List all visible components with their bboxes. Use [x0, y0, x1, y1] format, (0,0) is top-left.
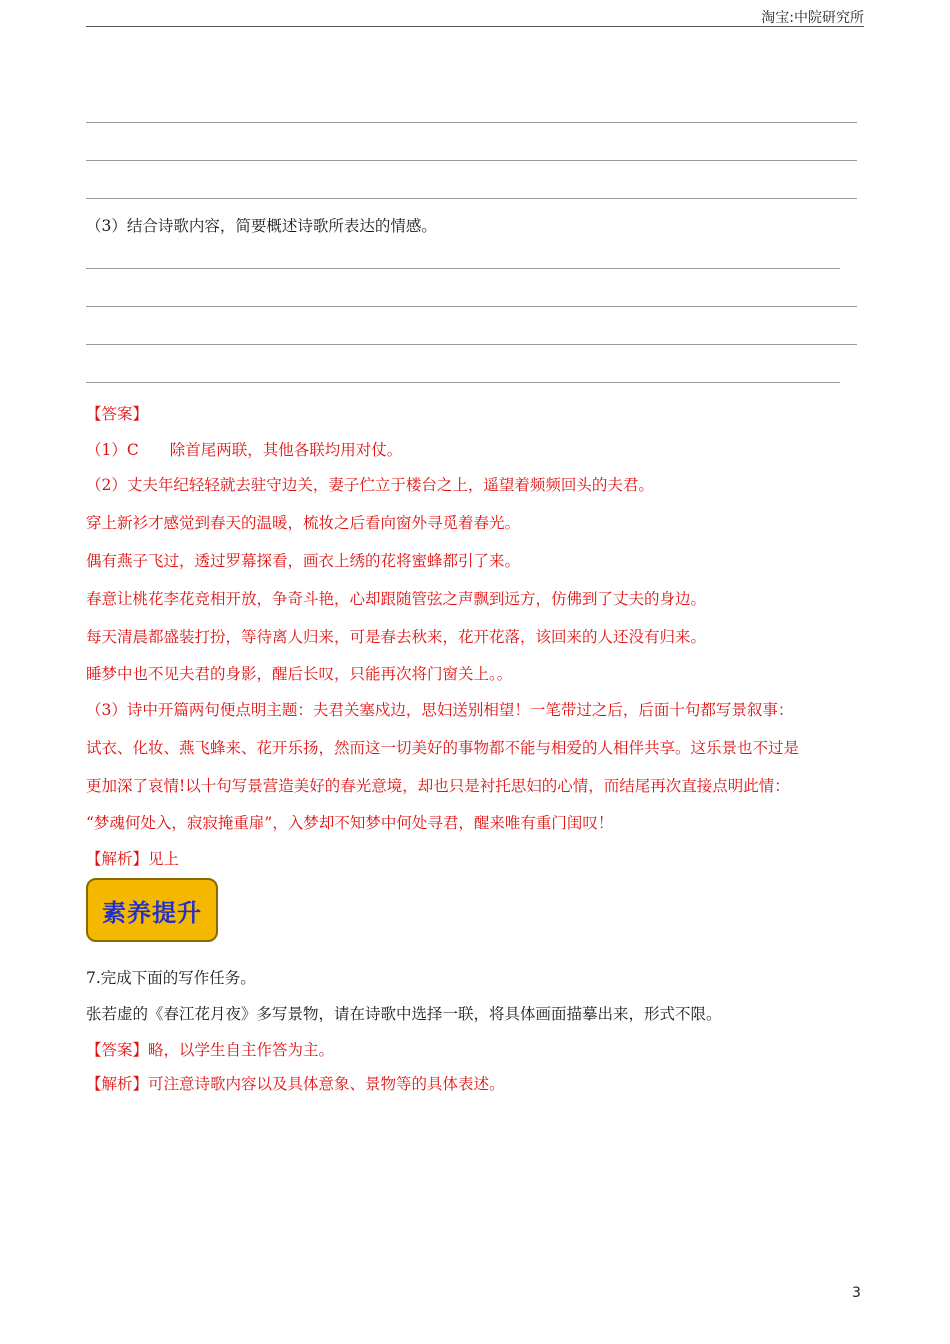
answer-line: 春意让桃花李花竞相开放，争奇斗艳，心却跟随管弦之声飘到远方，仿佛到了丈夫的身边。: [86, 590, 707, 608]
answer-blank-line: [86, 198, 857, 199]
question-7-body: 张若虚的《春江花月夜》多写景物，请在诗歌中选择一联，将具体画面描摹出来，形式不限。: [86, 1005, 722, 1023]
section-badge: 素养提升: [86, 878, 218, 942]
answer-line: （2）丈夫年纪轻轻就去驻守边关，妻子伫立于楼台之上，遥望着频频回头的夫君。: [86, 476, 654, 494]
answer-line: （3）诗中开篇两句便点明主题：夫君关塞戍边，思妇送别相望！一笔带过之后，后面十句都写景叙事：: [86, 701, 794, 719]
analysis-text: 可注意诗歌内容以及具体意象、景物等的具体表述。: [148, 1075, 505, 1093]
answer-line: 偶有燕子飞过，透过罗幕探看，画衣上绣的花将蜜蜂都引了来。: [86, 552, 521, 570]
question-7-answer: [86, 1040, 334, 1060]
answer-blank-line: [86, 344, 857, 345]
answer-line: 每天清晨都盛装打扮，等待离人归来，可是春去秋来，花开花落，该回来的人还没有归来。: [86, 628, 707, 646]
answer-blank-line: [86, 382, 840, 383]
answer-line: “梦魂何处入，寂寂掩重扉”，入梦却不知梦中何处寻君，醒来唯有重门闺叹！: [86, 814, 614, 832]
analysis-label: 【解析】: [86, 850, 149, 868]
answer-line: 睡梦中也不见夫君的身影，醒后长叹，只能再次将门窗关上。。: [86, 665, 513, 683]
answer-label: 【答案】: [86, 1041, 149, 1059]
answer-blank-line: [86, 122, 857, 123]
analysis-text: 见上: [148, 850, 180, 868]
answer-blank-line: [86, 268, 840, 269]
answer-blank-line: [86, 160, 857, 161]
answer-label: 【答案】: [86, 405, 149, 423]
header-text: 淘宝:中院研究所: [761, 10, 864, 26]
question-7-analysis: [86, 1074, 505, 1094]
answer-line: 穿上新衫才感觉到春天的温暖，梳妆之后看向窗外寻觅着春光。: [86, 514, 521, 532]
analysis-label: 【解析】: [86, 1075, 149, 1093]
answer-line: 更加深了哀情!以十句写景营造美好的春光意境，却也只是衬托思妇的心情，而结尾再次直接点明此情：: [86, 777, 790, 795]
analysis-row: [86, 849, 179, 869]
question-3-prompt: （3）结合诗歌内容，简要概述诗歌所表达的情感。: [86, 217, 437, 235]
header-rule: [86, 26, 864, 27]
page-number: 3: [852, 1285, 861, 1301]
answer-text: 略，以学生自主作答为主。: [148, 1041, 335, 1059]
answer-line: （1）C 除首尾两联，其他各联均用对仗。: [86, 441, 403, 459]
answer-line: 试衣、化妆、燕飞蜂来、花开乐扬，然而这一切美好的事物都不能与相爱的人相伴共享。这乐景也不过是: [86, 739, 800, 757]
question-7-title: 7.完成下面的写作任务。: [86, 969, 256, 987]
answer-blank-line: [86, 306, 857, 307]
